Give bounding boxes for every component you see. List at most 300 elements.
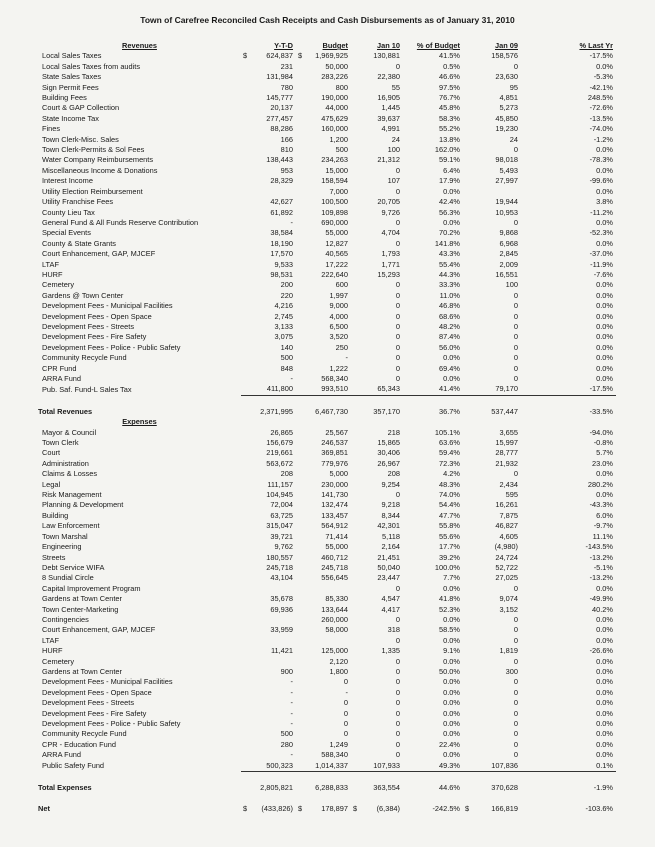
cell-value: 0 (395, 687, 400, 697)
cell-ytd (241, 280, 296, 290)
cell-value: 0.0% (596, 290, 613, 300)
cell-last (521, 553, 616, 563)
cell-jan09 (463, 83, 521, 93)
cell-value: 156,679 (266, 438, 293, 448)
cell-value: -78.3% (589, 155, 613, 165)
cell-pct (403, 563, 463, 573)
cell-ytd (241, 103, 296, 113)
cell-value: 3,075 (274, 332, 293, 342)
cell-value: 0 (513, 750, 518, 760)
cell-last (521, 584, 616, 594)
cell-pct (403, 270, 463, 280)
budget-header: Budget (322, 41, 348, 50)
cell-value: 563,672 (266, 458, 293, 468)
cell-value: 41.5% (439, 51, 460, 61)
cell-jan09 (463, 103, 521, 113)
cell-value: 7,875 (499, 510, 518, 520)
cell-jan10 (351, 124, 403, 134)
cell-jan10 (351, 51, 403, 61)
revenue-row (38, 260, 616, 270)
cell-value: -242.5% (432, 804, 460, 814)
cell-value: 600 (335, 280, 348, 290)
cell-budget (296, 208, 351, 218)
row-label: Administration (42, 458, 89, 468)
cell-ytd (241, 511, 296, 521)
cell-last (521, 532, 616, 542)
cell-value: 107 (387, 176, 400, 186)
cell-value: 95 (509, 82, 518, 92)
cell-value: 779,976 (321, 458, 348, 468)
currency-symbol: $ (353, 804, 358, 814)
cell-jan09 (463, 573, 521, 583)
cell-value: 69.4% (439, 363, 460, 373)
total-expenses-row (38, 783, 616, 793)
cell-pct (403, 605, 463, 615)
cell-value: 0.0% (443, 583, 460, 593)
cell-ytd (241, 384, 296, 395)
cell-value: 23,447 (377, 573, 400, 583)
cell-value: 19,230 (495, 124, 518, 134)
cell-value: 280 (280, 739, 293, 749)
cell-pct (403, 187, 463, 197)
cell-budget (296, 783, 351, 793)
cell-ytd (241, 625, 296, 635)
cell-jan09 (463, 719, 521, 729)
cell-ytd (241, 407, 296, 417)
cell-ytd (241, 62, 296, 72)
cell-value: 133,644 (321, 604, 348, 614)
cell-pct (403, 740, 463, 750)
row-label: Building (42, 510, 69, 520)
cell-last (521, 301, 616, 311)
cell-pct (403, 239, 463, 249)
cell-value: 0 (395, 311, 400, 321)
cell-jan10 (351, 353, 403, 363)
revenue-row (38, 72, 616, 82)
cell-value: 8,344 (381, 510, 400, 520)
cell-jan10 (351, 83, 403, 93)
cell-value: 42.4% (439, 197, 460, 207)
cell-pct (403, 688, 463, 698)
row-label: ARRA Fund (42, 750, 82, 760)
cell-value: 48.3% (439, 479, 460, 489)
cell-last (521, 573, 616, 583)
cell-jan09 (463, 260, 521, 270)
cell-value: 3,655 (499, 427, 518, 437)
cell-jan09 (463, 761, 521, 772)
cell-budget (296, 301, 351, 311)
cell-value: 200 (280, 280, 293, 290)
cell-last (521, 750, 616, 760)
cell-value: 107,933 (373, 760, 400, 770)
cell-value: 0.0% (596, 311, 613, 321)
cell-jan10 (351, 301, 403, 311)
cell-value: 58.3% (439, 113, 460, 123)
expense-row (38, 688, 616, 698)
cell-value: 17.9% (439, 176, 460, 186)
cell-last (521, 72, 616, 82)
cell-value: 55.6% (439, 531, 460, 541)
cell-last (521, 51, 616, 61)
cell-jan09 (463, 605, 521, 615)
cell-value: -7.6% (593, 269, 613, 279)
cell-ytd (241, 155, 296, 165)
cell-value: 133,457 (321, 510, 348, 520)
cell-value: 0 (395, 750, 400, 760)
cell-value: 55,000 (325, 228, 348, 238)
cell-value: 15,000 (325, 165, 348, 175)
cell-jan10 (351, 500, 403, 510)
cell-value: 33.3% (439, 280, 460, 290)
cell-value: 71,414 (325, 531, 348, 541)
cell-value: 27,025 (495, 573, 518, 583)
cell-value: 537,447 (491, 406, 518, 416)
cell-pct (403, 804, 463, 814)
cell-ytd (241, 218, 296, 228)
cell-value: 0 (513, 321, 518, 331)
revenue-row (38, 239, 616, 249)
row-label: General Fund & All Funds Reserve Contribution (42, 217, 199, 227)
cell-value: 0 (395, 698, 400, 708)
cell-ytd (241, 459, 296, 469)
expense-row (38, 594, 616, 604)
cell-last (521, 166, 616, 176)
row-label: Engineering (42, 542, 82, 552)
cell-value: 0 (395, 280, 400, 290)
cell-pct (403, 208, 463, 218)
expense-row (38, 750, 616, 760)
cell-value: 0 (395, 656, 400, 666)
cell-last (521, 280, 616, 290)
cell-last (521, 103, 616, 113)
cell-pct (403, 197, 463, 207)
cell-value: 158,576 (491, 51, 518, 61)
cell-value: 0.0% (596, 363, 613, 373)
cell-jan10 (351, 469, 403, 479)
cell-value: 848 (280, 363, 293, 373)
cell-value: 162.0% (434, 145, 460, 155)
cell-jan09 (463, 62, 521, 72)
row-label: Risk Management (42, 490, 102, 500)
cell-jan10 (351, 594, 403, 604)
pct-last-yr-header: % Last Yr (579, 41, 613, 50)
cell-pct (403, 260, 463, 270)
spacer-row (38, 772, 616, 784)
empty-cell (351, 417, 403, 427)
cell-jan09 (463, 783, 521, 793)
revenue-row (38, 187, 616, 197)
cell-value: 0 (513, 656, 518, 666)
cell-value: 0.0% (596, 687, 613, 697)
cell-value: 300 (505, 666, 518, 676)
revenue-row (38, 322, 616, 332)
cell-value: 72.3% (439, 458, 460, 468)
cell-ytd (241, 584, 296, 594)
cell-budget (296, 542, 351, 552)
cell-value: 1,335 (381, 646, 400, 656)
empty-cell (521, 417, 616, 427)
cell-budget (296, 667, 351, 677)
row-label: LTAF (42, 259, 59, 269)
cell-value: 248.5% (587, 93, 613, 103)
cell-value: 178,897 (321, 804, 348, 814)
cell-value: 500,323 (266, 760, 293, 770)
row-label: Pub. Saf. Fund-L Sales Tax (42, 384, 132, 394)
cell-value: 1,249 (329, 739, 348, 749)
revenue-row (38, 291, 616, 301)
cell-jan10 (351, 135, 403, 145)
cell-pct (403, 521, 463, 531)
cell-ytd (241, 594, 296, 604)
row-label: Local Sales Taxes from audits (42, 61, 141, 71)
cell-jan10 (351, 114, 403, 124)
cell-value: 76.7% (439, 93, 460, 103)
row-label: State Sales Taxes (42, 72, 102, 82)
cell-value: 9,868 (499, 228, 518, 238)
cell-last (521, 249, 616, 259)
cell-value: 59.4% (439, 448, 460, 458)
cell-value: 5.7% (596, 448, 613, 458)
row-label: Debt Service WIFA (42, 562, 105, 572)
cell-jan10 (351, 280, 403, 290)
cell-value: 0.0% (443, 217, 460, 227)
cell-value: 500 (280, 353, 293, 363)
cell-budget (296, 563, 351, 573)
row-label: Legal (42, 479, 61, 489)
cell-jan09 (463, 459, 521, 469)
cell-value: 0.0% (443, 677, 460, 687)
row-label: Local Sales Taxes (42, 51, 102, 61)
cell-value: 208 (387, 469, 400, 479)
row-label: Fines (42, 124, 61, 134)
cell-value: 18,190 (270, 238, 293, 248)
cell-budget (296, 364, 351, 374)
cell-budget (296, 343, 351, 353)
cell-pct (403, 291, 463, 301)
cell-budget (296, 573, 351, 583)
cell-value: 0 (395, 238, 400, 248)
cell-ytd (241, 124, 296, 134)
cell-value: -9.7% (593, 521, 613, 531)
cell-value: 107,836 (491, 760, 518, 770)
cell-budget (296, 553, 351, 563)
revenue-row (38, 228, 616, 238)
cell-value: 0 (395, 342, 400, 352)
cell-budget (296, 480, 351, 490)
cell-value: 0.0% (596, 469, 613, 479)
cell-value: 50.0% (439, 666, 460, 676)
cell-budget (296, 280, 351, 290)
cell-pct (403, 438, 463, 448)
cell-ytd (241, 270, 296, 280)
cell-pct (403, 500, 463, 510)
cell-jan09 (463, 197, 521, 207)
cell-pct (403, 657, 463, 667)
cell-value: 44,000 (325, 103, 348, 113)
cell-value: 0.0% (596, 750, 613, 760)
cell-ytd (241, 239, 296, 249)
row-label: Special Events (42, 228, 91, 238)
row-label: Development Fees - Open Space (42, 687, 152, 697)
row-label: Town Clerk-Permits & Sol Fees (42, 145, 145, 155)
cell-value: 45,850 (495, 113, 518, 123)
financial-table-body (38, 41, 616, 815)
cell-value: (433,826) (261, 804, 293, 814)
cell-value: 2,845 (499, 249, 518, 259)
cell-jan10 (351, 364, 403, 374)
revenue-row (38, 270, 616, 280)
expense-row (38, 490, 616, 500)
cell-budget (296, 124, 351, 134)
row-label: CPR Fund (42, 363, 77, 373)
cell-jan10 (351, 667, 403, 677)
cell-budget (296, 312, 351, 322)
cell-ytd (241, 573, 296, 583)
cell-jan09 (463, 291, 521, 301)
cell-value: 0.0% (443, 186, 460, 196)
cell-value: 88,286 (270, 124, 293, 134)
expense-row (38, 677, 616, 687)
cell-jan10 (351, 615, 403, 625)
cell-value: 0.0% (443, 729, 460, 739)
cell-value: 208 (280, 469, 293, 479)
cell-last (521, 374, 616, 384)
row-label: Sign Permit Fees (42, 82, 99, 92)
cell-jan10 (351, 553, 403, 563)
cell-value: 55.4% (439, 259, 460, 269)
cell-jan09 (463, 145, 521, 155)
cell-value: 9,074 (499, 594, 518, 604)
cell-jan10 (351, 646, 403, 656)
cell-pct (403, 135, 463, 145)
cell-value: 166 (280, 134, 293, 144)
cell-value: 0.0% (443, 708, 460, 718)
cell-last (521, 343, 616, 353)
cell-value: 63.6% (439, 438, 460, 448)
row-label: CPR - Education Fund (42, 739, 116, 749)
cell-value: - (290, 750, 293, 760)
cell-value: 363,554 (373, 783, 400, 793)
cell-value: 0 (513, 353, 518, 363)
net-row (38, 804, 616, 814)
cell-value: 0 (395, 301, 400, 311)
cell-ytd (241, 135, 296, 145)
cell-jan10 (351, 155, 403, 165)
cell-pct (403, 51, 463, 61)
cell-last (521, 353, 616, 363)
cell-value: 0.0% (443, 687, 460, 697)
cell-jan09 (463, 187, 521, 197)
cell-jan09 (463, 72, 521, 82)
cell-budget (296, 688, 351, 698)
cell-value: 411,800 (266, 384, 293, 394)
cell-pct (403, 428, 463, 438)
cell-value: 2,434 (499, 479, 518, 489)
cell-jan09 (463, 322, 521, 332)
cell-value: 46,827 (495, 521, 518, 531)
cell-value: 0.0% (596, 635, 613, 645)
cell-jan09 (463, 511, 521, 521)
cell-value: 7,000 (329, 186, 348, 196)
cell-jan09 (463, 480, 521, 490)
cell-value: 315,047 (266, 521, 293, 531)
cell-value: 40,565 (325, 249, 348, 259)
cell-value: 39.2% (439, 552, 460, 562)
cell-value: 1,222 (329, 363, 348, 373)
row-label: Court & GAP Collection (42, 103, 120, 113)
cell-value: 0 (513, 301, 518, 311)
cell-jan10 (351, 804, 403, 814)
cell-jan09 (463, 228, 521, 238)
cell-ytd (241, 260, 296, 270)
cell-value: 1,200 (329, 134, 348, 144)
cell-last (521, 62, 616, 72)
cell-last (521, 480, 616, 490)
cell-jan10 (351, 407, 403, 417)
cell-value: - (290, 374, 293, 383)
cell-jan10 (351, 176, 403, 186)
cell-value: -37.0% (589, 249, 613, 259)
cell-value: 141,730 (321, 490, 348, 500)
cell-value: 218 (387, 427, 400, 437)
expense-row (38, 438, 616, 448)
cell-ytd (241, 364, 296, 374)
cell-value: 15,997 (495, 438, 518, 448)
cell-value: -13.5% (589, 113, 613, 123)
cell-value: 3,133 (274, 321, 293, 331)
cell-last (521, 93, 616, 103)
cell-budget (296, 594, 351, 604)
cell-value: 475,629 (321, 113, 348, 123)
cell-last (521, 135, 616, 145)
report-title: Town of Carefree Reconciled Cash Receipts and Cash Disbursements as of January 31, 2010 (140, 15, 515, 25)
cell-value: 5,118 (382, 531, 400, 541)
cell-value: -11.2% (590, 207, 613, 217)
cell-value: 624,837 (266, 51, 293, 61)
cell-last (521, 636, 616, 646)
cell-value: 0 (513, 719, 518, 728)
row-label: Claims & Losses (42, 469, 98, 479)
revenue-row (38, 374, 616, 384)
cell-pct (403, 353, 463, 363)
cell-last (521, 761, 616, 772)
cell-last (521, 469, 616, 479)
cell-jan10 (351, 677, 403, 687)
cell-value: 1,014,337 (315, 760, 348, 770)
cell-pct (403, 698, 463, 708)
row-label: Gardens at Town Center (42, 594, 122, 604)
cell-ytd (241, 667, 296, 677)
cell-pct (403, 249, 463, 259)
revenue-row (38, 280, 616, 290)
cell-value: 0.0% (596, 61, 613, 71)
cell-value: - (345, 353, 348, 363)
cell-jan09 (463, 448, 521, 458)
cell-budget (296, 584, 351, 594)
cell-ytd (241, 72, 296, 82)
cell-jan10 (351, 542, 403, 552)
revenue-row (38, 114, 616, 124)
expense-row (38, 761, 616, 772)
cell-jan09 (463, 563, 521, 573)
cell-value: 0 (513, 469, 518, 479)
expense-row (38, 657, 616, 667)
cell-jan09 (463, 270, 521, 280)
cell-ytd (241, 636, 296, 646)
cell-value: -42.1% (589, 82, 613, 92)
cell-last (521, 114, 616, 124)
cell-ytd (241, 51, 296, 61)
